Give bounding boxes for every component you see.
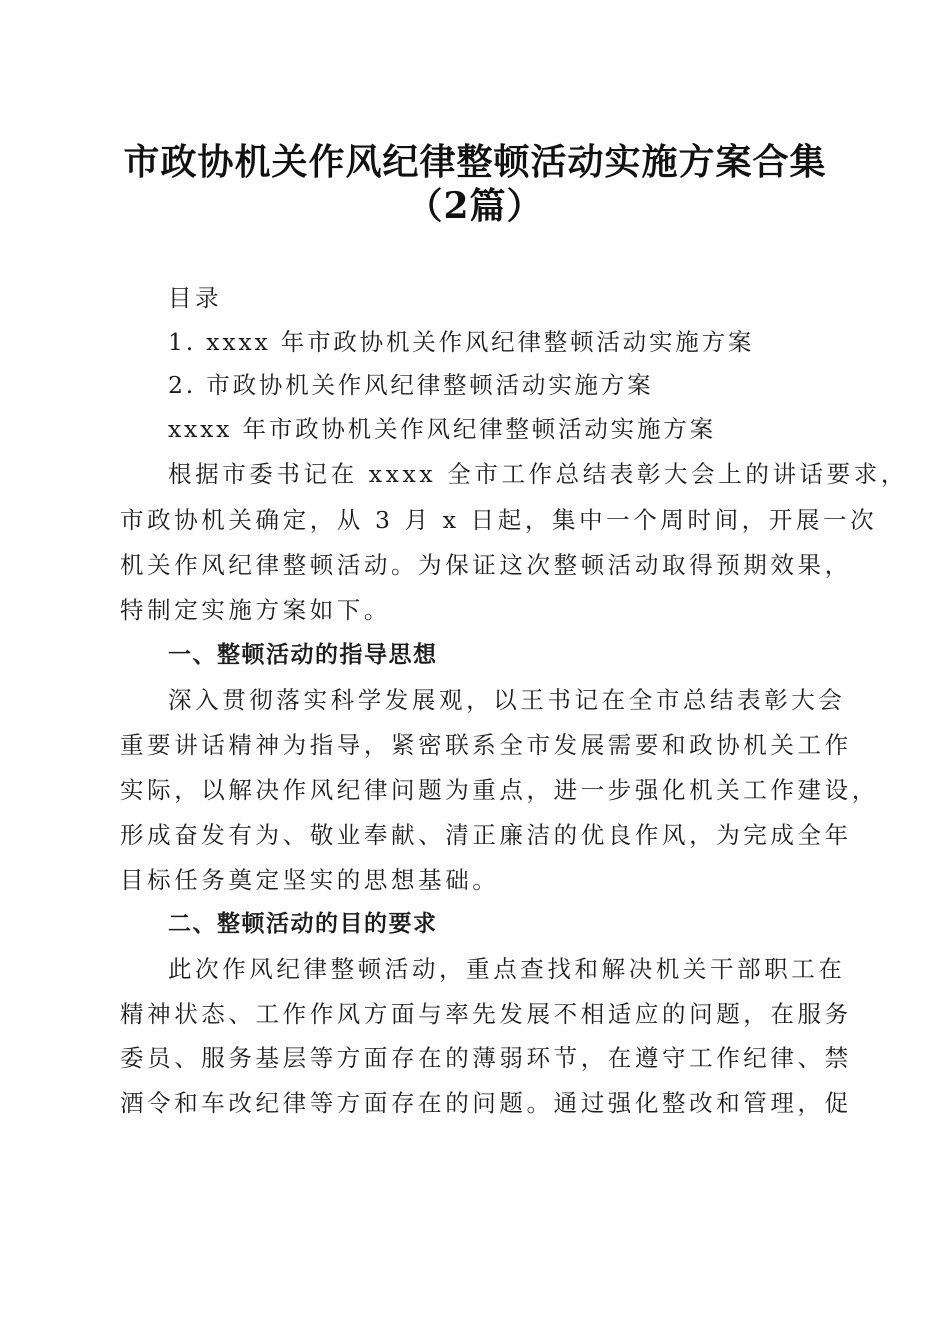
intro-paragraph-line: 市政协机关确定，从 3 月 x 日起，集中一个周时间，开展一次 bbox=[120, 506, 878, 534]
intro-paragraph-line: 根据市委书记在 xxxx 全市工作总结表彰大会上的讲话要求， bbox=[168, 460, 908, 488]
section1-paragraph-line: 深入贯彻落实科学发展观，以王书记在全市总结表彰大会 bbox=[168, 686, 846, 714]
toc-heading: 目录 bbox=[168, 284, 223, 312]
intro-paragraph-line: 特制定实施方案如下。 bbox=[120, 596, 391, 624]
document-title: 市政协机关作风纪律整顿活动实施方案合集 bbox=[123, 141, 827, 183]
section2-paragraph-line: 酒令和车改纪律等方面存在的问题。通过强化整改和管理，促 bbox=[120, 1089, 852, 1117]
section-heading: 二、整顿活动的目的要求 bbox=[168, 911, 438, 937]
intro-paragraph-line: 机关作风纪律整顿活动。为保证这次整顿活动取得预期效果， bbox=[120, 551, 852, 579]
section-heading: 一、整顿活动的指导思想 bbox=[168, 642, 438, 668]
section2-paragraph-line: 此次作风纪律整顿活动，重点查找和解决机关干部职工在 bbox=[168, 955, 846, 983]
article-title: xxxx 年市政协机关作风纪律整顿活动实施方案 bbox=[168, 415, 716, 443]
section1-paragraph-line: 目标任务奠定坚实的思想基础。 bbox=[120, 866, 500, 894]
section1-paragraph-line: 重要讲话精神为指导，紧密联系全市发展需要和政协机关工作 bbox=[120, 731, 852, 759]
document-title-count: （2篇） bbox=[406, 185, 544, 227]
toc-item: 1. xxxx 年市政协机关作风纪律整顿活动实施方案 bbox=[168, 328, 755, 356]
section2-paragraph-line: 委员、服务基层等方面存在的薄弱环节，在遵守工作纪律、禁 bbox=[120, 1044, 852, 1072]
section2-paragraph-line: 精神状态、工作作风方面与率先发展不相适应的问题，在服务 bbox=[120, 1000, 852, 1028]
section1-paragraph-line: 形成奋发有为、敬业奉献、清正廉洁的优良作风，为完成全年 bbox=[120, 821, 852, 849]
section1-paragraph-line: 实际，以解决作风纪律问题为重点，进一步强化机关工作建设， bbox=[120, 776, 879, 804]
toc-item: 2. 市政协机关作风纪律整顿活动实施方案 bbox=[168, 371, 654, 399]
